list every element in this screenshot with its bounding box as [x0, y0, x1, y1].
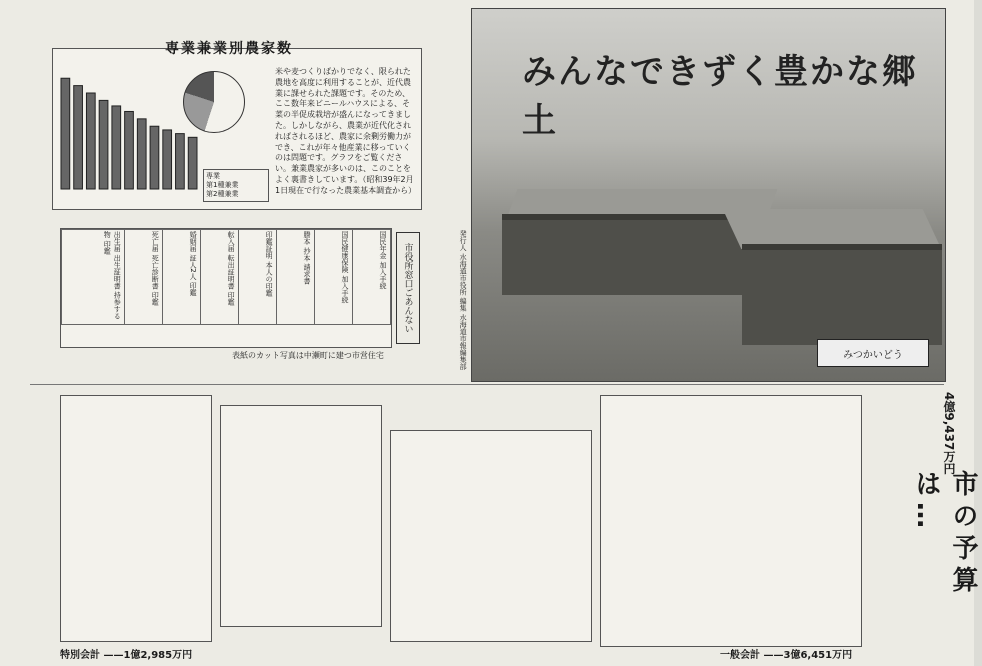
chart-title: 専業兼業別農家数	[165, 41, 293, 57]
bar	[188, 137, 197, 189]
chart-description: 米や麦つくりばかりでなく、限られた農地を高度に利用することが、近代農業に課せられた課題です。そのため、ここ数年来ビニールハウスによる、そ菜の半促成栽培が盛んになってきました。しかしながら、農業が近代化されればされるほど、農家に余剰労働力ができ、これが年々他産業に移っていくのは問題です。グラフをご覧ください。兼業農家が多いのは、このことをよく裏書きしています。（昭和39年2月1日現在で行なった農業基本調査から）	[275, 67, 417, 195]
general-label: 一般会計	[720, 650, 760, 661]
income-diagram	[220, 405, 382, 627]
cover-photo	[471, 8, 946, 382]
bar	[125, 111, 134, 189]
table-cell: 出生届 出生証明書 持参する物 印鑑	[62, 230, 125, 325]
bar	[150, 126, 159, 189]
table-cell: 婚姻届 証人2人 印鑑	[163, 230, 201, 325]
photo-headline: みんなできずく豊かな郷土	[522, 52, 918, 141]
bar	[99, 100, 108, 189]
section-divider	[30, 384, 944, 385]
bar	[176, 134, 185, 189]
table-cell: 印鑑証明 本人の印鑑	[239, 230, 277, 325]
table-caption: 表紙のカット写真は中瀬町に建つ市営住宅	[232, 351, 384, 360]
table-cell: 謄本 抄本 請求書	[277, 230, 315, 325]
bar-chart	[59, 59, 199, 199]
legend-item: 第2種兼業	[206, 190, 239, 199]
budget-section	[30, 390, 910, 650]
budget-table	[600, 395, 862, 647]
table-cell: 転入届 転出証明書 印鑑	[201, 230, 239, 325]
legend-item: 専業	[206, 172, 220, 180]
table-cell: 国民健康保険 加入手続	[315, 230, 353, 325]
service-table	[60, 228, 392, 348]
special-budget-box	[60, 395, 212, 642]
service-grid	[61, 229, 391, 325]
special-amount: 1億2,985万円	[123, 650, 193, 661]
publisher-note: 発行人 水海道市役所 編集 水海道市報編集部	[459, 230, 468, 370]
general-budget-box	[390, 430, 592, 642]
legend-item: 第1種兼業	[206, 181, 239, 190]
special-account-label: 特別会計 ——1億2,985万円	[60, 650, 193, 661]
special-label: 特別会計	[60, 650, 100, 661]
general-account-label: 一般会計 ——3億6,451万円	[720, 650, 853, 661]
photo-roof	[723, 209, 942, 249]
bar	[61, 78, 70, 189]
general-amount: 3億6,451万円	[783, 650, 853, 661]
service-stamp: 市役所窓口ごあんない	[396, 232, 420, 344]
chart-panel	[52, 48, 422, 210]
budget-total: 4億9,437万円	[942, 392, 956, 475]
chart-legend	[203, 169, 269, 202]
photo-badge: みつかいどう	[817, 339, 929, 367]
bar	[86, 93, 95, 189]
bar	[137, 119, 146, 189]
photo-building	[742, 244, 942, 345]
pie-chart	[183, 71, 245, 133]
bar	[112, 106, 121, 189]
budget-headline: 市の予算は…	[911, 470, 978, 598]
bar	[74, 86, 83, 189]
table-cell: 死亡届 死亡診断書 印鑑	[125, 230, 163, 325]
bar	[163, 130, 172, 189]
table-cell: 国民年金 加入手続	[352, 230, 390, 325]
